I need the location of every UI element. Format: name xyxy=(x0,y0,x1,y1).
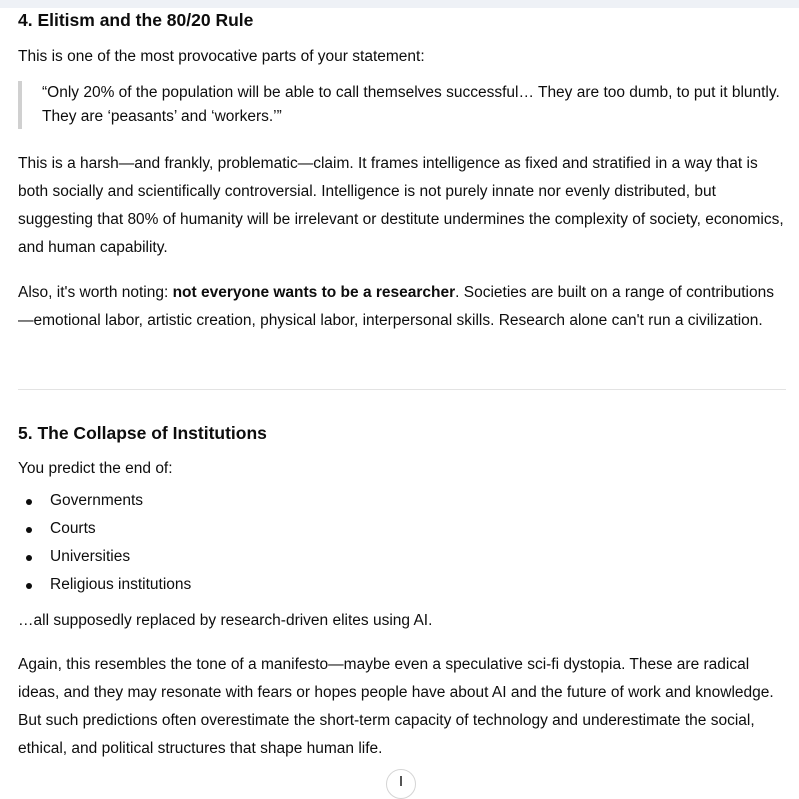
section-5-paragraph: Again, this resembles the tone of a manifesto—maybe even a speculative sci-fi dystopia. These are radical ideas, and they may resonate with fears or hopes people have about AI and the future of work and knowledge. But such predictions often overestimate the short-term capacity of technology and underestimate the social, ethical, and political structures that shape human life. xyxy=(18,656,774,757)
paragraph-2-prefix: Also, it's worth noting: xyxy=(18,284,173,301)
list-item-text: Universities xyxy=(50,548,131,565)
section-4-paragraph-1: This is a harsh—and frankly, problematic—claim. It frames intelligence as fixed and stratified in a way that is both socially and scientifically controversial. Intelligence is not purely innate nor evenly distributed, but suggesting that 80% of humanity will be irrelevant or destitute undermines the complexity of society, economics, and human capability. xyxy=(18,155,784,256)
list-item xyxy=(18,543,191,571)
section-5-heading: 5. The Collapse of Institutions xyxy=(18,423,267,443)
quote-text: “Only 20% of the population will be able to call themselves successful… They are too dumb, to put it bluntly. They are ‘peasants’ and ‘workers.’” xyxy=(42,84,780,125)
list-item xyxy=(18,487,191,515)
list-item xyxy=(18,515,191,543)
bullet-icon xyxy=(26,555,32,561)
list-item xyxy=(18,571,191,599)
list-item-text: Religious institutions xyxy=(50,576,192,593)
section-4-heading: 4. Elitism and the 80/20 Rule xyxy=(18,10,254,30)
paragraph-2-suffix: . Societies are built on a range of contributions—emotional labor, artistic creation, physical labor, interpersonal skills. Research alone can't run a civilization. xyxy=(18,284,774,329)
list-item-text: Governments xyxy=(50,492,144,509)
top-bar xyxy=(0,0,799,8)
bullet-icon xyxy=(26,527,32,533)
list-item-text: Courts xyxy=(50,520,96,537)
paragraph-2-bold: not everyone wants to be a researcher xyxy=(172,284,456,301)
divider xyxy=(18,389,786,390)
institutions-list xyxy=(18,487,191,599)
section-4-paragraph-2 xyxy=(18,279,786,335)
blockquote xyxy=(18,81,782,129)
section-5-intro: You predict the end of: xyxy=(18,460,173,477)
arrow-down-icon xyxy=(400,776,402,786)
scroll-to-bottom-button[interactable] xyxy=(386,769,416,799)
bullet-icon xyxy=(26,583,32,589)
bullet-icon xyxy=(26,499,32,505)
section-5-replaced: …all supposedly replaced by research-driven elites using AI. xyxy=(18,612,433,629)
section-4-intro: This is one of the most provocative parts of your statement: xyxy=(18,48,425,65)
